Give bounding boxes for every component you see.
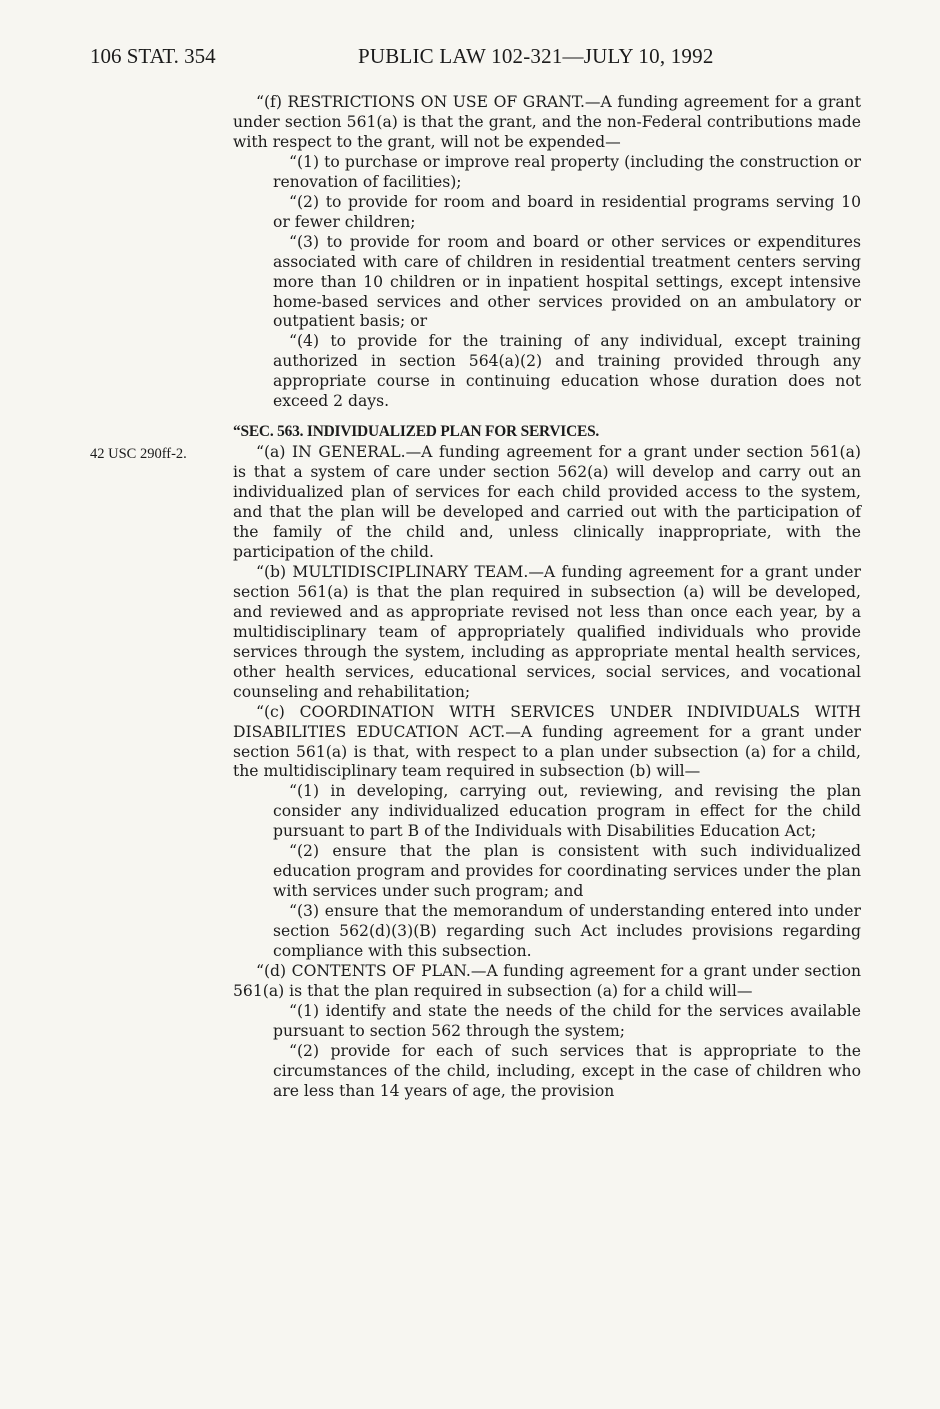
paragraph-f-1: “(1) to purchase or improve real property (including the construction or renovation of facilities);: [273, 152, 861, 191]
margin-citation: 42 USC 290ff-2.: [90, 446, 187, 462]
paragraph-f-2: “(2) to provide for room and board in residential programs serving 10 or fewer children;: [273, 192, 861, 231]
section-heading: “SEC. 563. INDIVIDUALIZED PLAN FOR SERVICES.: [233, 423, 600, 441]
paragraph-f-3: “(3) to provide for room and board or other services or expenditures associated with care of children in residential treatment centers serving more than 10 children or in inpatient hospital settings, except intensive home-based services and other services provided on an ambulatory or outpatient basis; or: [273, 232, 861, 331]
paragraph-d-1: “(1) identify and state the needs of the child for the services available pursuant to section 562 through the system;: [273, 1001, 861, 1040]
paragraph-d-2: “(2) provide for each of such services that is appropriate to the circumstances of the child, including, except in the case of children who are less than 14 years of age, the provision: [273, 1041, 861, 1100]
paragraph-c-2: “(2) ensure that the plan is consistent with such individualized education program and provides for coordinating services under the plan with services under such program; and: [273, 842, 861, 901]
page-header: [90, 44, 850, 74]
running-title: PUBLIC LAW 102-321—JULY 10, 1992: [358, 44, 714, 68]
subsection-c: “(c) COORDINATION WITH SERVICES UNDER INDIVIDUALS WITH DISABILITIES EDUCATION ACT.—A funding agreement for a grant under section 561(a) is that, with respect to a plan under subsection (a) for a child, the multidisciplinary team required in subsection (b) will—: [233, 702, 861, 781]
statute-page-number: 106 STAT. 354: [90, 44, 216, 68]
paragraph-c-3: “(3) ensure that the memorandum of understanding entered into under section 562(d)(3)(B) regarding such Act includes provisions regarding compliance with this subsection.: [273, 902, 861, 961]
paragraph-f-4: “(4) to provide for the training of any individual, except training authorized in section 564(a)(2) and training provided through any appropriate course in continuing education whose duration does not exceed 2 days.: [273, 332, 861, 411]
subsection-a: “(a) IN GENERAL.—A funding agreement for a grant under section 561(a) is that a system of care under section 562(a) will develop and carry out an individualized plan of services for each child provided access to the system, and that the plan will be developed and carried out with the participation of the family of the child and, unless clinically inappropriate, with the participation of the child.: [233, 443, 861, 561]
body-text: [233, 93, 861, 1102]
subsection-d: “(d) CONTENTS OF PLAN.—A funding agreement for a grant under section 561(a) is that the plan required in subsection (a) for a child will—: [233, 961, 861, 1000]
subsection-b: “(b) MULTIDISCIPLINARY TEAM.—A funding agreement for a grant under section 561(a) is that the plan required in subsection (a) will be developed, and reviewed and as appropriate revised not less than once each year, by a multidisciplinary team of appropriately qualified individuals who provide services through the system, including as appropriate mental health services, other health services, educational services, social services, and vocational counseling and rehabilitation;: [233, 562, 861, 701]
subsection-f: “(f) RESTRICTIONS ON USE OF GRANT.—A funding agreement for a grant under section 561(a) is that the grant, and the non-Federal contributions made with respect to the grant, will not be expended—: [233, 93, 861, 151]
paragraph-c-1: “(1) in developing, carrying out, reviewing, and revising the plan consider any individualized education program in effect for the child pursuant to part B of the Individuals with Disabilities Education Act;: [273, 782, 861, 841]
